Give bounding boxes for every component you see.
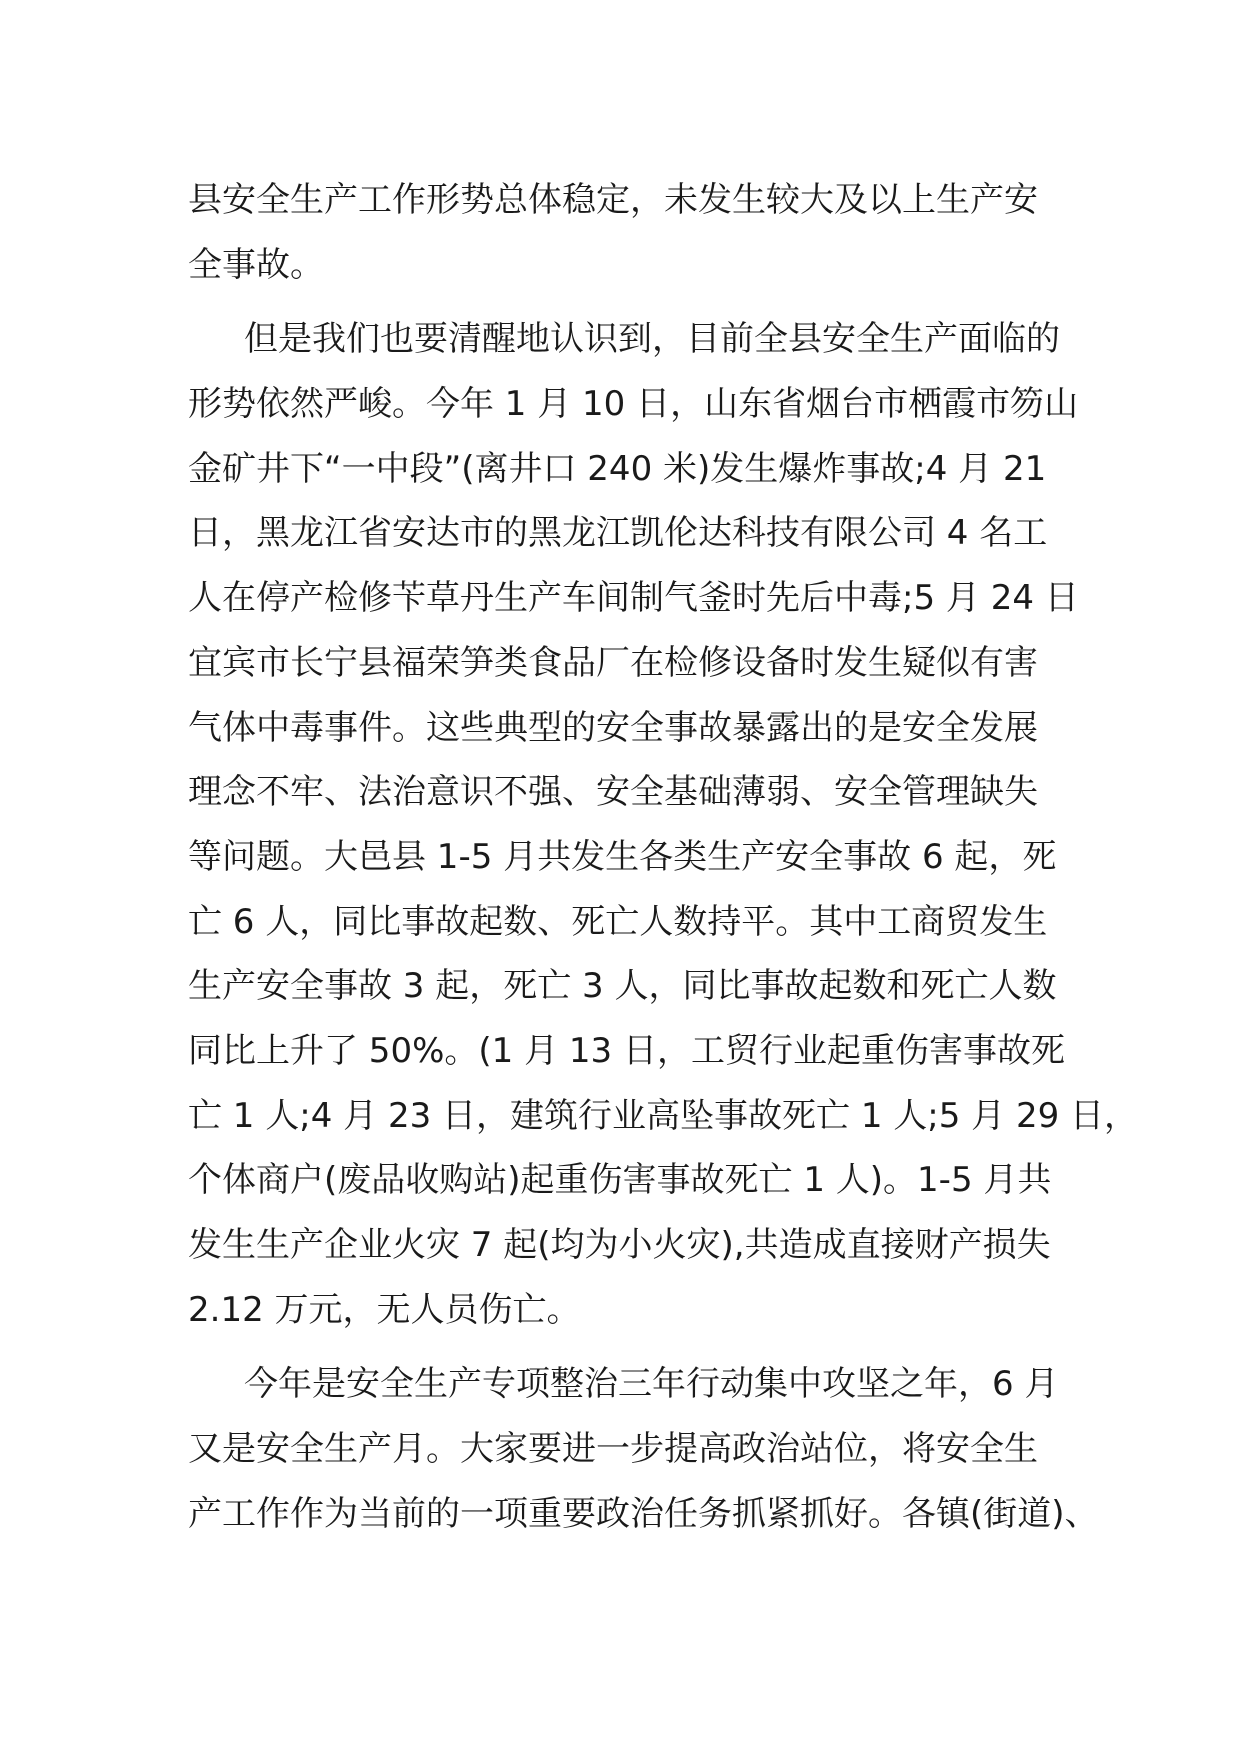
text-line: 发生生产企业火灾 7 起(均为小火灾),共造成直接财产损失 (188, 1225, 1051, 1265)
text-line: 亡 1 人;4 月 23 日，建筑行业高坠事故死亡 1 人;5 月 29 日， (188, 1095, 1139, 1136)
document-body (188, 168, 1139, 1556)
text-line: 县安全生产工作形势总体稳定，未发生较大及以上生产安 (188, 180, 1038, 220)
text-line: 今年是安全生产专项整治三年行动集中攻坚之年，6 月 (244, 1364, 1059, 1405)
text-line: 人在停产检修苄草丹生产车间制气釜时先后中毒;5 月 24 日 (188, 578, 1079, 619)
text-line: 气体中毒事件。这些典型的安全事故暴露出的是安全发展 (188, 707, 1038, 748)
text-line: 2.12 万元，无人员伤亡。 (188, 1289, 581, 1330)
text-line: 但是我们也要清醒地认识到，目前全县安全生产面临的 (244, 319, 1060, 360)
text-line: 亡 6 人，同比事故起数、死亡人数持平。其中工商贸发生 (188, 901, 1048, 942)
paragraph-3 (188, 1352, 1099, 1546)
text-line: 等问题。大邑县 1-5 月共发生各类生产安全事故 6 起，死 (188, 836, 1057, 877)
text-line: 全事故。 (188, 244, 324, 285)
text-line: 同比上升了 50%。(1 月 13 日，工贸行业起重伤害事故死 (188, 1030, 1065, 1071)
text-line: 理念不牢、法治意识不强、安全基础薄弱、安全管理缺失 (188, 772, 1038, 813)
paragraph-1 (188, 168, 1068, 297)
text-line: 生产安全事故 3 起，死亡 3 人，同比事故起数和死亡人数 (188, 966, 1057, 1007)
text-line: 日，黑龙江省安达市的黑龙江凯伦达科技有限公司 4 名工 (188, 513, 1048, 554)
text-line: 形势依然严峻。今年 1 月 10 日，山东省烟台市栖霞市笏山 (188, 384, 1079, 425)
paragraph-2 (188, 307, 1139, 1342)
text-line: 产工作作为当前的一项重要政治任务抓紧抓好。各镇(街道)、 (188, 1493, 1099, 1534)
text-line: 金矿井下“一中段”(离井口 240 米)发生爆炸事故;4 月 21 (188, 448, 1047, 489)
text-line: 个体商户(废品收购站)起重伤害事故死亡 1 人)。1-5 月共 (188, 1160, 1052, 1201)
text-line: 宜宾市长宁县福荣笋类食品厂在检修设备时发生疑似有害 (188, 642, 1038, 683)
text-line: 又是安全生产月。大家要进一步提高政治站位，将安全生 (188, 1429, 1038, 1470)
